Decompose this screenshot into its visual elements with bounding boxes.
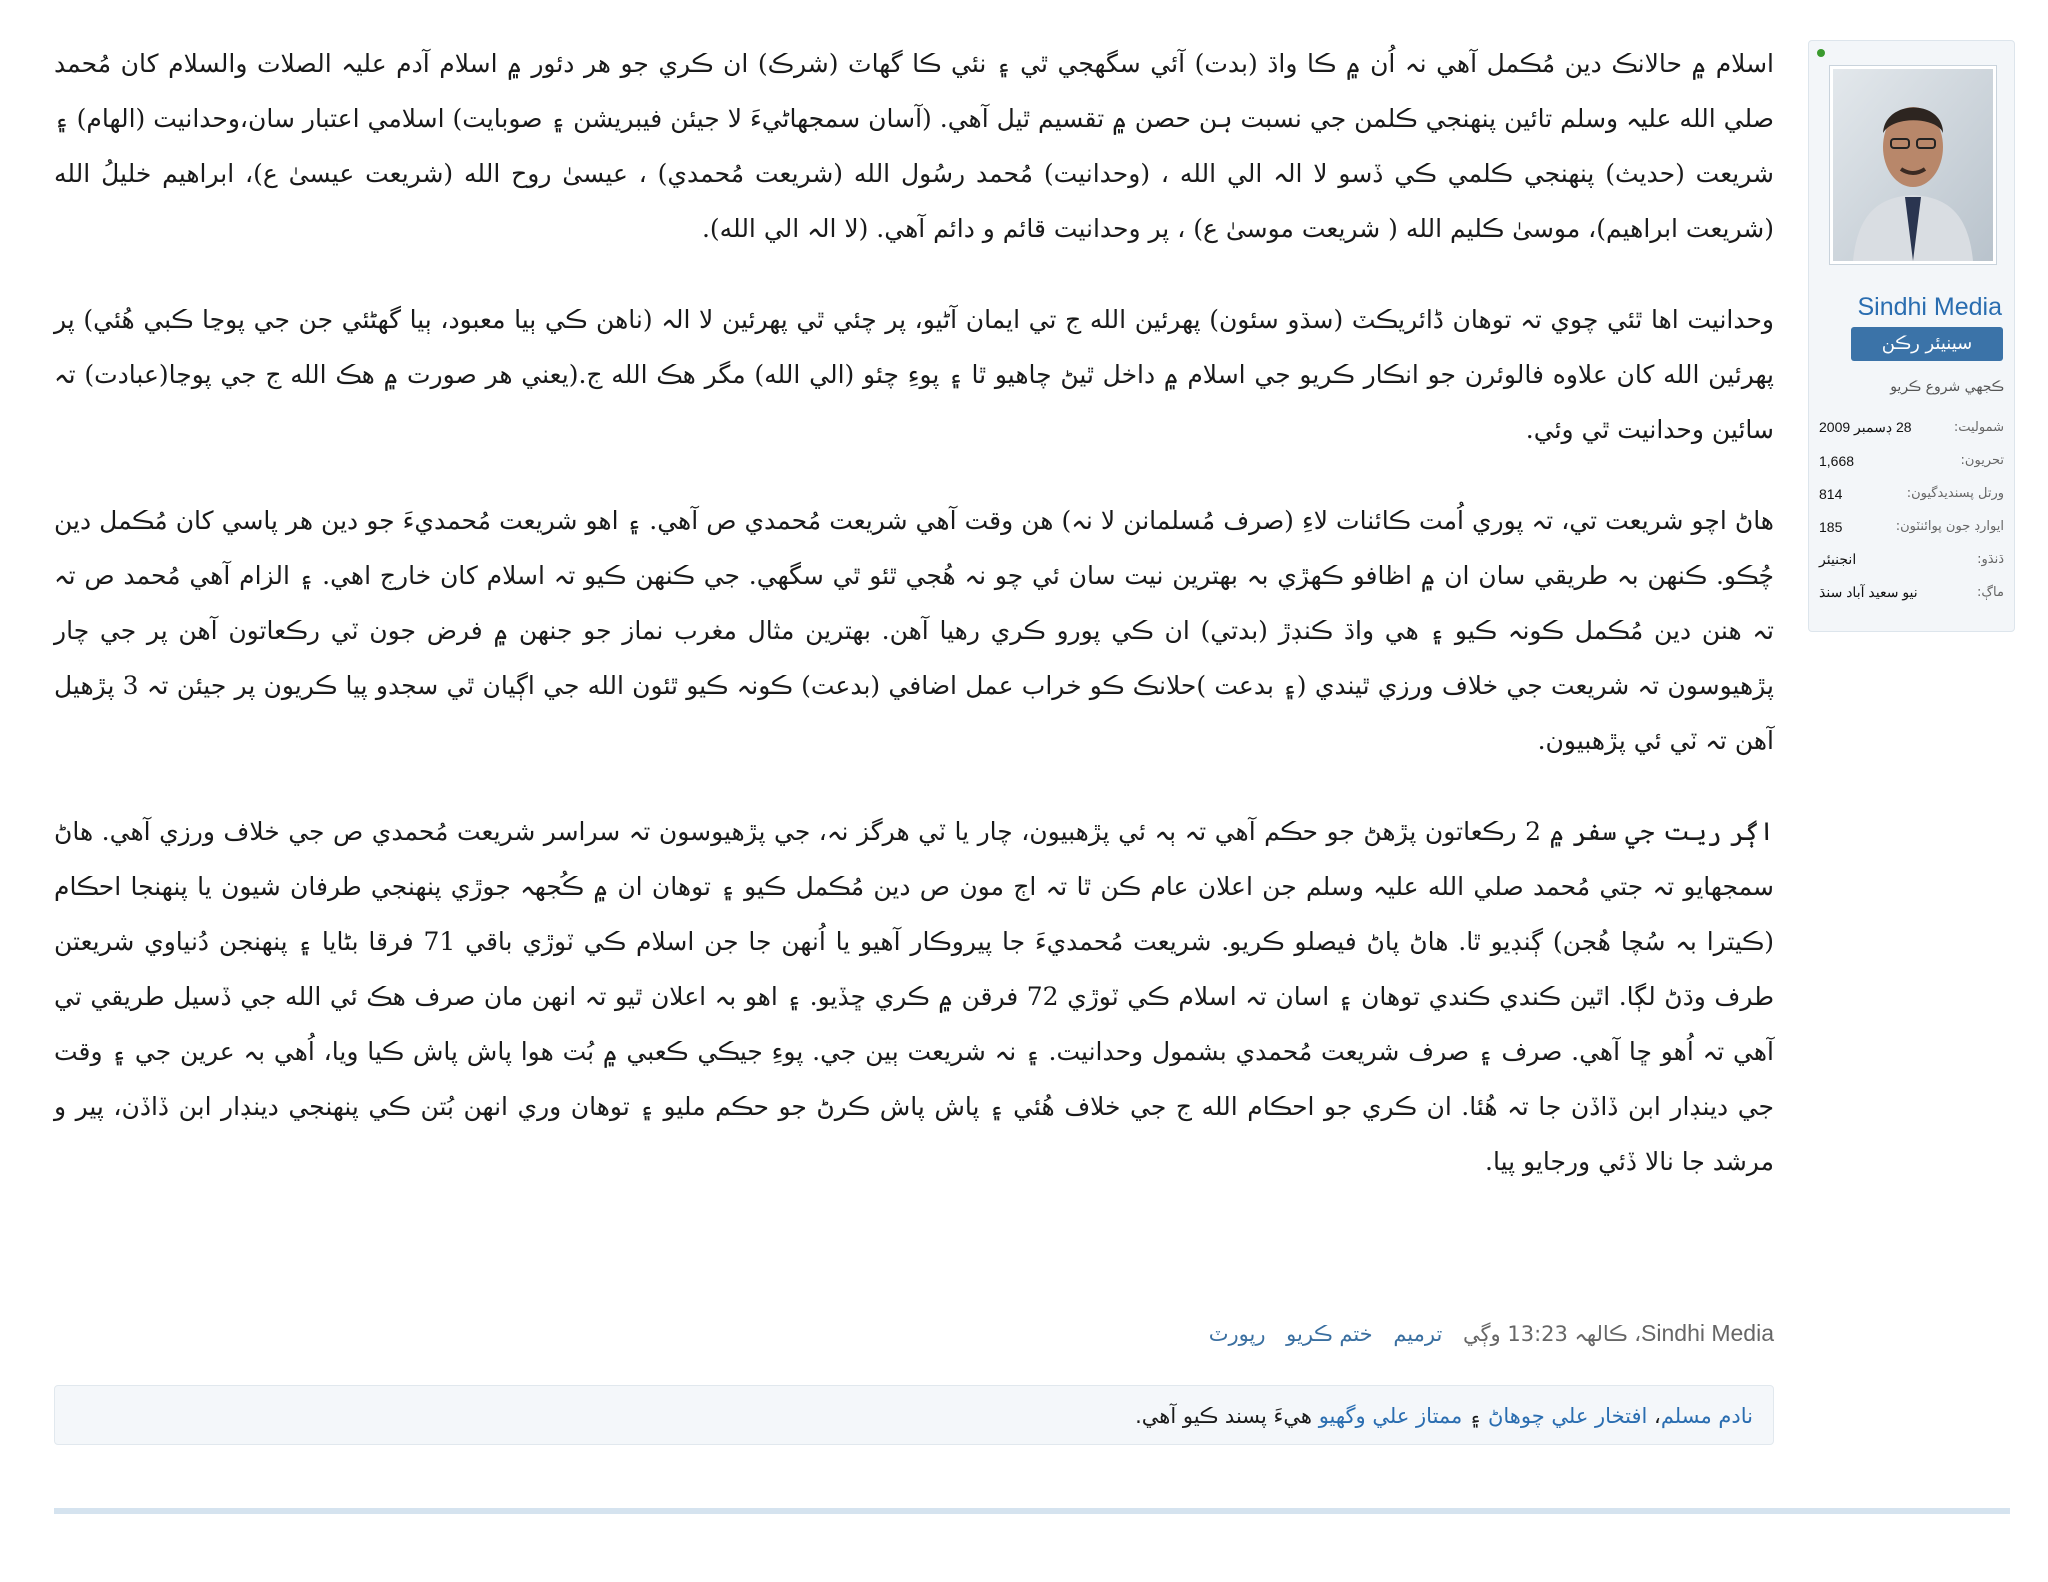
rank-badge: سينيئر رڪن (1851, 327, 2003, 361)
stat-value: 814 (1819, 485, 1843, 502)
post-meta (1200, 1320, 1774, 1347)
stat-label: شموليت: (1953, 420, 2004, 435)
stat-row-likes (1819, 477, 2004, 510)
stat-row-location (1819, 576, 2004, 609)
online-status-icon (1817, 49, 1825, 57)
likes-conjunction: ۽ (1468, 1404, 1482, 1428)
stat-value: 28 ڊسمبر 2009 (1819, 419, 1912, 435)
liker-link[interactable]: افتخار علي چوهاڻ (1487, 1404, 1648, 1428)
stat-label: ورتل پسنديدگيون: (1906, 486, 2004, 501)
stat-label: ڌنڌو: (1977, 552, 2004, 567)
stat-row-posts (1819, 444, 2004, 477)
stat-label: تحريون: (1960, 453, 2004, 468)
stat-value[interactable]: 1,668 (1819, 452, 1855, 469)
post-paragraph: وحدانيت اها ٿئي چوي تہ توهان ڈائريڪٽ (سڌو سئون) پهرئين الله ج تي ايمان آڻيو، پر چئي ٿي پهرئين لا الہ (ناهن ڪي ٻيا معبود، ٻيا گهڻئي جن جي پوڃا ڪبي هُئي) پر پهرئين الله کان علاوه فالوئرن جو انڪار ڪريو جي اسلام ۾ داخل ٿيڻ چاهيو ٿا ۽ پوءِ چئو (الي الله) مگر هڪ الله ج.(يعني هر صورت ۾ هڪ الله ج جي پوڃا(عبادت) تہ سائين وحدانيت ٿي وئي. (54, 305, 1774, 444)
report-link[interactable]: رپورٽ (1208, 1322, 1266, 1346)
post-author-link[interactable]: Sindhi Media (1641, 1320, 1774, 1346)
stat-label: ايوارڊ جون پوائنٽون: (1895, 519, 2004, 534)
post-time[interactable]: ، ڪالهہ 13:23 وڳي (1463, 1322, 1642, 1346)
stat-label: ماڳ: (1977, 585, 2004, 600)
stat-row-joined (1819, 411, 2004, 444)
user-info-panel (1808, 40, 2015, 632)
liker-link[interactable]: ممتاز علي وگهيو (1318, 1404, 1463, 1428)
post-paragraph: هاڻ اچو شريعت تي، تہ پوري اُمت ڪائنات لاءِ (صرف مُسلمانن لا نہ) هن وقت آهي شريعت مُحمدي ص آهي. ۽ اهو شريعت مُحمديءَ جو دين هر پاسي کان مُڪمل دين چُڪو. ڪنهن بہ طريقي سان ان ۾ اظافو ڪهڙي بہ بهترين نيت سان ئي چو نہ هُجي ٿئو ٿي سگهي. جي ڪنهن ڪيو تہ اسلام کان خارج اهي. ۽ الزام آهي مُحمد ص تہ تہ هنن دين مُڪمل ڪونہ ڪيو ۽ هي واڌ ڪنڊڙ (بدتي) ان ڪي پورو ڪري رهيا آهن. بهترين مثال مغرب نماز جو جنهن ۾ فرض جون ٽي رڪعاتون آهن پر جي چار پڙهيوسون تہ شريعت جي خلاف ورزي ٿيندي (۽ بدعت )حلانڪ ڪو خراب عمل اضافي (بدعت) ڪونہ ڪيو ٿئون الله جي اڳيان ٿي سجدو پيا ڪريون پر جيئن تہ 3 پڙهيل آهن تہ ٽي ئي پڙهبيون. (54, 506, 1774, 755)
avatar[interactable] (1829, 65, 1997, 265)
liker-link[interactable]: نادم مسلم (1660, 1404, 1753, 1428)
started-threads-link[interactable]: ڪجهي شروع ڪريو (1890, 379, 2004, 395)
post-paragraph: اڳر ريت جي سفر ۾ 2 رڪعاتون پڙهڻ جو حڪم آهي تہ ٻہ ئي پڙهبيون، چار يا ٽي هرگز نہ، جي پڙهيوسون تہ سراسر شريعت مُحمدي ص جي خلاف ورزي آهي. هاڻ سمجهايو تہ جتي مُحمد صلي الله عليہ وسلم جن اعلان عام ڪن ٿا تہ اڄ مون ص دين مُڪمل ڪيو ۽ توهان ان ۾ ڪُجهہ جوڙي پنهنجي طرفان شيون يا پنهنجا احڪام (ڪيترا بہ سُچا هُجن) ڳنڊيو ٿا. هاڻ پاڻ فيصلو ڪريو. شريعت مُحمديءَ جا پيروڪار آهيو يا اُنهن جا جن اسلام ڪي ٽوڙي باقي 71 فرقا بڻايا ۽ پنهنجن دُنياوي شريعتن طرف وڌڻ لڳا. اٿين ڪندي ڪندي توهان ۽ اسان تہ اسلام ڪي ٽوڙي 72 فرقن ۾ ڪري ڇڏيو. ۽ اهو بہ اعلان ٿيو تہ انهن مان صرف هڪ ئي الله جي ڏسيل طريقي تي آهي تہ اُهو ڇا آهي. صرف ۽ صرف شريعت مُحمدي بشمول وحدانيت. ۽ نہ شريعت ٻين جي. پوءِ جيڪي ڪعبي ۾ بُت هوا پاش پاش ڪيا ويا، اُهي بہ عرين جي ۽ وقت جي دينڊار ابن ڏاڏن جا تہ هُئا. ان ڪري جو احڪام الله ج جي خلاف هُئي ۽ پاش پاش ڪرڻ جو حڪم مليو ۽ توهان وري انهن بُتن ڪي پنهنجي دينڊار ابن ڏاڏن، پير و مرشد جا نالا ڏئي ورجايو پيا. (54, 817, 1774, 1176)
username-link[interactable]: Sindhi Media (1857, 293, 2002, 321)
edit-link[interactable]: ترميم (1393, 1322, 1443, 1346)
post-content (54, 36, 1774, 1225)
stat-row-awards (1819, 510, 2004, 543)
stat-value: نيو سعيد آباد سنڌ (1819, 584, 1918, 600)
user-stats (1819, 411, 2004, 609)
delete-link[interactable]: ختم ڪريو (1286, 1322, 1373, 1346)
likes-summary: نادم مسلم، افتخار علي چوهاڻ ۽ ممتاز علي وگهيو هيءَ پسند ڪيو آهي. (54, 1385, 1774, 1445)
stat-value[interactable]: 185 (1819, 518, 1843, 535)
post-paragraph: اسلام ۾ حالانڪ دين مُڪمل آهي نہ اُن ۾ ڪا واڌ (بدت) آئي سگهجي ٿي ۽ نئي ڪا گهاٽ (شرڪ) ان ڪري جو هر دئور ۾ اسلام آدم عليہ الصلات والسلام کان مُحمد صلي الله عليہ وسلم تائين پنهنجي ڪلمن جي نسبت ہن حصن ۾ تقسيم ٿيل آهي. (آسان سمجهاڻيءَ لا جيئن فيبريشن ۽ صوبايت) اسلامي اعتبار سان،وحدانيت (الهام) ۽ شريعت (حديث) پنهنجي ڪلمي ڪي ڏسو لا الہ الي الله ، (وحدانيت) مُحمد رسُول الله (شريعت مُحمدي) ، عيسىٰ روح الله (شريعت عيسىٰ ع)، ابراهيم خليلُ الله (شريعت ابراهيم)، موسىٰ ڪليم الله ( شريعت موسىٰ ع) ، پر وحدانيت قائم و دائم آهي. (لا الہ الي الله). (54, 49, 1774, 243)
stat-value: انجنيئر (1819, 551, 1857, 567)
post-divider (54, 1508, 2010, 1514)
likes-suffix: هيءَ پسند ڪيو آهي. (1135, 1404, 1312, 1428)
user-photo-icon (1833, 69, 1993, 261)
stat-row-occupation (1819, 543, 2004, 576)
